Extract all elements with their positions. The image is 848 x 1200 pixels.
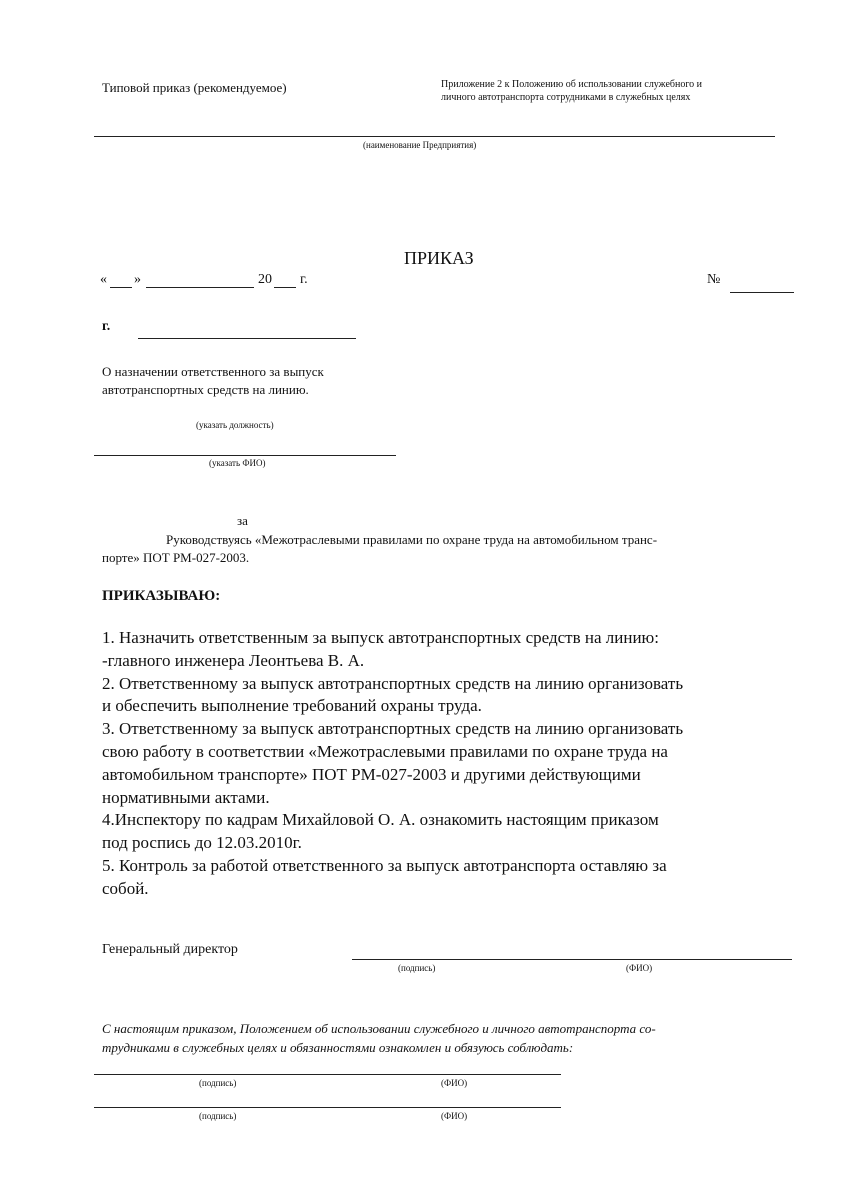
date-year-line bbox=[274, 287, 296, 288]
za-label: за bbox=[237, 513, 248, 528]
order-line: 3. Ответственному за выпуск автотранспортных средств на линию организовать bbox=[102, 719, 684, 739]
ack-fio-caption: (ФИО) bbox=[441, 1078, 468, 1088]
order-number-label: № bbox=[707, 272, 721, 287]
director-label: Генеральный директор bbox=[102, 942, 238, 957]
appendix-note-line1: Приложение 2 к Положению об использовании служебного и bbox=[441, 79, 703, 90]
acknowledgement-line1: С настоящим приказом, Положением об использовании служебного и личного автотранспорта со- bbox=[102, 1021, 656, 1036]
date-year-prefix: 20 bbox=[258, 272, 272, 287]
director-fio-caption: (ФИО) bbox=[626, 963, 653, 973]
order-line: и обеспечить выполнение требований охраны труда. bbox=[102, 696, 482, 716]
director-sign-caption: (подпись) bbox=[398, 963, 436, 973]
order-line: под роспись до 12.03.2010г. bbox=[102, 833, 302, 853]
city-label: г. bbox=[102, 319, 111, 334]
order-line: 2. Ответственному за выпуск автотранспортных средств на линию организовать bbox=[102, 673, 684, 693]
appendix-note-line2: личного автотранспорта сотрудниками в служебных целях bbox=[441, 92, 691, 103]
preamble-line2: порте» ПОТ РМ-027-2003. bbox=[102, 550, 250, 565]
order-line: -главного инженера Леонтьева В. А. bbox=[102, 650, 365, 670]
organization-caption: (наименование Предприятия) bbox=[363, 140, 477, 150]
order-line: 1. Назначить ответственным за выпуск автотранспортных средств на линию: bbox=[102, 628, 659, 647]
date-close-quote: » bbox=[134, 272, 141, 287]
city-line bbox=[138, 338, 356, 339]
order-heading: ПРИКАЗЫВАЮ: bbox=[102, 588, 221, 604]
page-title: ПРИКАЗ bbox=[404, 248, 474, 268]
fio-caption: (указать ФИО) bbox=[209, 458, 266, 468]
ack-sign-caption: (подпись) bbox=[199, 1111, 237, 1121]
director-signature-line bbox=[352, 959, 792, 960]
ack-sign-caption: (подпись) bbox=[199, 1078, 237, 1088]
fio-line bbox=[94, 455, 396, 456]
form-type-label: Типовой приказ (рекомендуемое) bbox=[102, 80, 287, 95]
order-line: свою работу в соответствии «Межотраслевыми правилами по охране труда на bbox=[102, 741, 668, 761]
order-line: автомобильном транспорте» ПОТ РМ-027-2003 и другими действующими bbox=[102, 764, 641, 784]
date-open-quote: « bbox=[100, 272, 107, 287]
ack-fio-caption: (ФИО) bbox=[441, 1111, 468, 1121]
order-number-line bbox=[730, 292, 794, 293]
subject-line1: О назначении ответственного за выпуск bbox=[102, 364, 324, 379]
preamble-line1: Руководствуясь «Межотраслевыми правилами по охране труда на автомобильном транс- bbox=[166, 532, 658, 547]
order-line: 5. Контроль за работой ответственного за выпуск автотранспорта оставляю за bbox=[102, 855, 667, 875]
ack-signature-line bbox=[94, 1107, 561, 1108]
subject-line2: автотранспортных средств на линию. bbox=[102, 382, 309, 397]
date-month-line bbox=[146, 287, 254, 288]
order-line: собой. bbox=[102, 878, 149, 898]
order-line: нормативными актами. bbox=[102, 787, 270, 807]
acknowledgement-line2: трудниками в служебных целях и обязанностями ознакомлен и обязуюсь соблюдать: bbox=[102, 1040, 574, 1055]
position-caption: (указать должность) bbox=[196, 420, 274, 430]
ack-signature-line bbox=[94, 1074, 561, 1075]
date-day-line bbox=[110, 287, 132, 288]
order-line: 4.Инспектору по кадрам Михайловой О. А. ознакомить настоящим приказом bbox=[102, 810, 659, 830]
organization-name-line bbox=[94, 136, 775, 137]
date-year-suffix: г. bbox=[300, 272, 308, 287]
order-body bbox=[102, 627, 683, 901]
